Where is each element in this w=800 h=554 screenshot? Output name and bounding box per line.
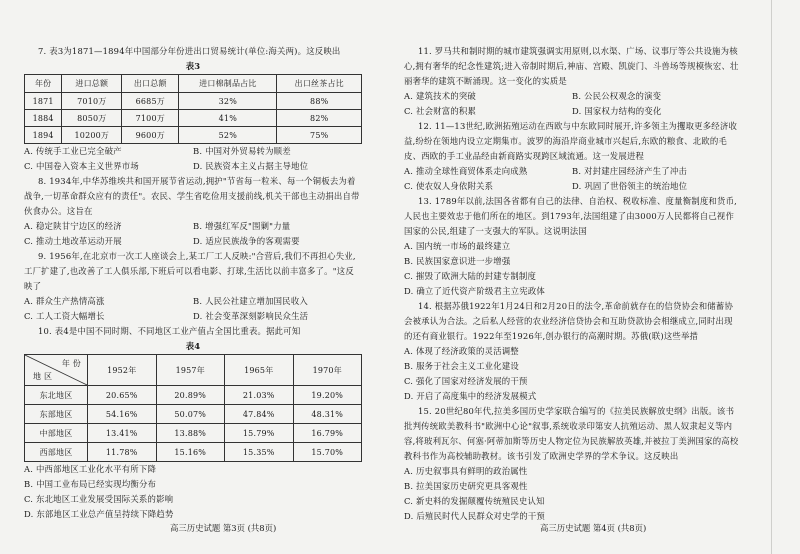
option-b: B. 对封建庄园经济产生了冲击 <box>572 166 687 176</box>
table-cell: 中部地区 <box>25 424 88 443</box>
table-cell: 19.20% <box>293 386 362 405</box>
q10-stem: 10. 表4是中国不同时期、不同地区工业产值占全国比重表。据此可知 <box>38 326 301 336</box>
table-header-cell: 1970年 <box>293 355 362 386</box>
table-cell: 21.03% <box>225 386 294 405</box>
table-cell: 6685万 <box>122 93 179 110</box>
table-4-header-row <box>25 355 362 386</box>
q12-options <box>404 164 740 194</box>
table-header-cell: 1957年 <box>156 355 225 386</box>
option-d: D. 巩固了世俗领主的统治地位 <box>572 181 688 191</box>
table-header-cell: 进口棉制品占比 <box>179 75 277 93</box>
table-cell: 13.41% <box>88 424 157 443</box>
option-a: A. 推动全球性商贸体系走向成熟 <box>404 166 528 176</box>
page-4-footer: 高三历史试题 第4页 (共8页) <box>540 523 647 533</box>
q14-options <box>404 344 740 404</box>
table-cell: 1884 <box>25 110 62 127</box>
table-cell: 15.79% <box>225 424 294 443</box>
table-cell: 1894 <box>25 127 62 144</box>
table-cell: 20.65% <box>88 386 157 405</box>
table-row <box>25 386 362 405</box>
table-header-cell: 1952年 <box>88 355 157 386</box>
table-cell: 16.79% <box>293 424 362 443</box>
table-cell: 西部地区 <box>25 443 88 462</box>
table-cell: 东北地区 <box>25 386 88 405</box>
q7-options <box>24 144 362 174</box>
table-3 <box>24 74 362 144</box>
corner-region-label: 地 区 <box>33 372 53 381</box>
option-c: C. 东北地区工业发展受国际关系的影响 <box>24 494 174 504</box>
option-a: A. 体现了经济政策的灵活调整 <box>404 346 519 356</box>
table-cell: 15.35% <box>225 443 294 462</box>
option-b: B. 增强红军反"围剿"力量 <box>193 221 291 231</box>
table-cell: 13.88% <box>156 424 225 443</box>
option-b: B. 中国工业布局已经实现均衡分布 <box>24 479 157 489</box>
option-c: C. 工人工资大幅增长 <box>24 311 105 321</box>
option-c: C. 中国卷入资本主义世界市场 <box>24 161 139 171</box>
table-4 <box>24 354 362 462</box>
diagonal-header-cell <box>25 355 88 386</box>
q15-options <box>404 464 740 524</box>
option-b: B. 中国对外贸易转为顺差 <box>193 146 291 156</box>
option-a: A. 中西部地区工业化水平有所下降 <box>24 464 157 474</box>
option-b: B. 公民公权观念的演变 <box>572 91 662 101</box>
option-a: A. 群众生产热情高涨 <box>24 296 105 306</box>
table-header-cell: 出口丝茶占比 <box>277 75 362 93</box>
table-cell: 50.07% <box>156 405 225 424</box>
option-a: A. 稳定陕甘宁边区的经济 <box>24 221 122 231</box>
q13-stem: 13. 1789年以前,法国各省都有自己的法律、自治权、税收标准、度量衡制度和货币,人民也主要效忠于他们所在的地区。到1793年,法国组建了由3000万人民都将自己视作国家的公民,组建了一支强大的军队。这说明法国 <box>404 196 738 236</box>
q7-stem: 7. 表3为1871—1894年中国部分年份进出口贸易统计(单位:海关两)。这反映出 <box>38 46 341 56</box>
option-d: D. 社会变革深刻影响民众生活 <box>193 311 309 321</box>
table-cell: 1871 <box>25 93 62 110</box>
option-a: A. 历史叙事具有鲜明的政治属性 <box>404 466 528 476</box>
table-cell: 7100万 <box>122 110 179 127</box>
option-c: C. 社会财富的积累 <box>404 106 477 116</box>
table-row <box>25 424 362 443</box>
table-3-header-row <box>25 75 362 93</box>
table-row <box>25 127 362 144</box>
option-c: C. 摧毁了欧洲大陆的封建专制制度 <box>404 271 537 281</box>
option-c: C. 推动土地改革运动开展 <box>24 236 122 246</box>
q10-options <box>24 462 362 522</box>
table-3-caption: 表3 <box>185 61 201 71</box>
table-cell: 47.84% <box>225 405 294 424</box>
table-cell: 88% <box>277 93 362 110</box>
table-header-cell: 出口总额 <box>122 75 179 93</box>
option-d: D. 后殖民时代人民群众对史学的干预 <box>404 511 545 521</box>
table-cell: 东部地区 <box>25 405 88 424</box>
table-header-cell: 年份 <box>25 75 62 93</box>
option-a: A. 国内统一市场的最终建立 <box>404 241 511 251</box>
table-cell: 20.89% <box>156 386 225 405</box>
option-c: C. 强化了国家对经济发展的干预 <box>404 376 528 386</box>
q12-stem: 12. 11—13世纪,欧洲拓殖运动在西欧与中东欧同时展开,许多领主为攫取更多经济收益,纷纷在领地内设立定期集市。波罗的海沿岸商业城市兴起后,东欧的粮食、北欧的毛皮、西欧的手工业品经由新商路实现跨区域流通。这一发展进程 <box>404 121 738 161</box>
page-3-footer: 高三历史试题 第3页 (共8页) <box>170 523 277 533</box>
page-4-column <box>404 44 740 524</box>
q8-stem: 8. 1934年,中华苏维埃共和国开展节省运动,拥护"节省每一粒米、每一个铜板去为着战争,一切革命群众应有的责任"。农民、学生省吃俭用支援前线,机关干部也主动捐出自带伙食办公。这旨在 <box>24 176 360 216</box>
corner-year-label: 年 份 <box>61 359 81 368</box>
option-b: B. 人民公社建立增加国民收入 <box>193 296 308 306</box>
option-d: D. 开启了高度集中的经济发展模式 <box>404 391 537 401</box>
option-c: C. 新史料的发掘颠覆传统殖民史认知 <box>404 496 545 506</box>
q14-stem: 14. 根据苏俄1922年1月24日和2月20日的法令,革命前就存在的信贷协会和储蓄协会被承认为合法。之后私人经营的农业经济信贷协会和互助贷款协会相继成立,同时出现的还有商业银行。1922年至1926年,创办银行的高潮时期。苏俄(联)这些举措 <box>404 301 734 341</box>
table-cell: 15.16% <box>156 443 225 462</box>
page-3-column <box>24 44 362 522</box>
option-d: D. 民族资本主义占据主导地位 <box>193 161 309 171</box>
q11-options <box>404 89 740 119</box>
table-row <box>25 405 362 424</box>
table-row <box>25 443 362 462</box>
table-cell: 52% <box>179 127 277 144</box>
table-row <box>25 110 362 127</box>
table-cell: 75% <box>277 127 362 144</box>
table-cell: 41% <box>179 110 277 127</box>
option-a: A. 建筑技术的突破 <box>404 91 476 101</box>
table-cell: 54.16% <box>88 405 157 424</box>
q9-stem: 9. 1956年,在北京市一次工人座谈会上,某工厂工人反映:"合营后,我们不再担心失业,工厂扩建了,也改善了工人俱乐部,下班后可以看电影、打球,生活比以前丰富多了。"这反映了 <box>24 251 356 291</box>
table-cell: 8050万 <box>62 110 122 127</box>
table-cell: 82% <box>277 110 362 127</box>
option-d: D. 国家权力结构的变化 <box>572 106 662 116</box>
table-cell: 32% <box>179 93 277 110</box>
table-cell: 15.70% <box>293 443 362 462</box>
q8-options <box>24 219 362 249</box>
table-cell: 11.78% <box>88 443 157 462</box>
table-header-cell: 进口总额 <box>62 75 122 93</box>
option-c: C. 使农奴人身依附关系 <box>404 181 494 191</box>
q11-stem: 11. 罗马共和制时期的城市建筑强调实用原则,以水渠、广场、议事厅等公共设施为核心,拥有奢华的纪念性建筑;进入帝制时期后,神庙、宫殿、凯旋门、斗兽场等规模恢宏、壮丽奢华的建筑不断涌现。这一变化的实质是 <box>404 46 739 86</box>
option-b: B. 服务于社会主义工业化建设 <box>404 361 519 371</box>
option-d: D. 确立了近代资产阶级君主立宪政体 <box>404 286 545 296</box>
option-d: D. 适应民族战争的客观需要 <box>193 236 300 246</box>
table-cell: 9600万 <box>122 127 179 144</box>
option-b: B. 民族国家意识进一步增强 <box>404 256 511 266</box>
option-d: D. 东部地区工业总产值呈持续下降趋势 <box>24 509 174 519</box>
q15-stem: 15. 20世纪80年代,拉美多国历史学家联合编写的《拉美民族解放史纲》出版。该书批判传统欧美教科书"欧洲中心论"叙事,系统收录印第安人抗殖运动、黑人奴隶起义等内容,将玻利瓦尔、何塞·阿蒂加斯等历史人物定位为民族解放英雄,并被拉丁美洲国家的高校教科书作为高校辅助教材。该书引发了欧洲史学界的学术争议。这反映出 <box>404 406 739 461</box>
table-4-caption: 表4 <box>185 341 201 351</box>
table-cell: 48.31% <box>293 405 362 424</box>
table-cell: 7010万 <box>62 93 122 110</box>
q13-options <box>404 239 740 299</box>
option-a: A. 传统手工业已完全破产 <box>24 146 122 156</box>
q9-options <box>24 294 362 324</box>
option-b: B. 拉美国家历史研究更具客观性 <box>404 481 528 491</box>
table-cell: 10200万 <box>62 127 122 144</box>
table-row <box>25 93 362 110</box>
table-header-cell: 1965年 <box>225 355 294 386</box>
page-edge-divider <box>771 0 772 554</box>
